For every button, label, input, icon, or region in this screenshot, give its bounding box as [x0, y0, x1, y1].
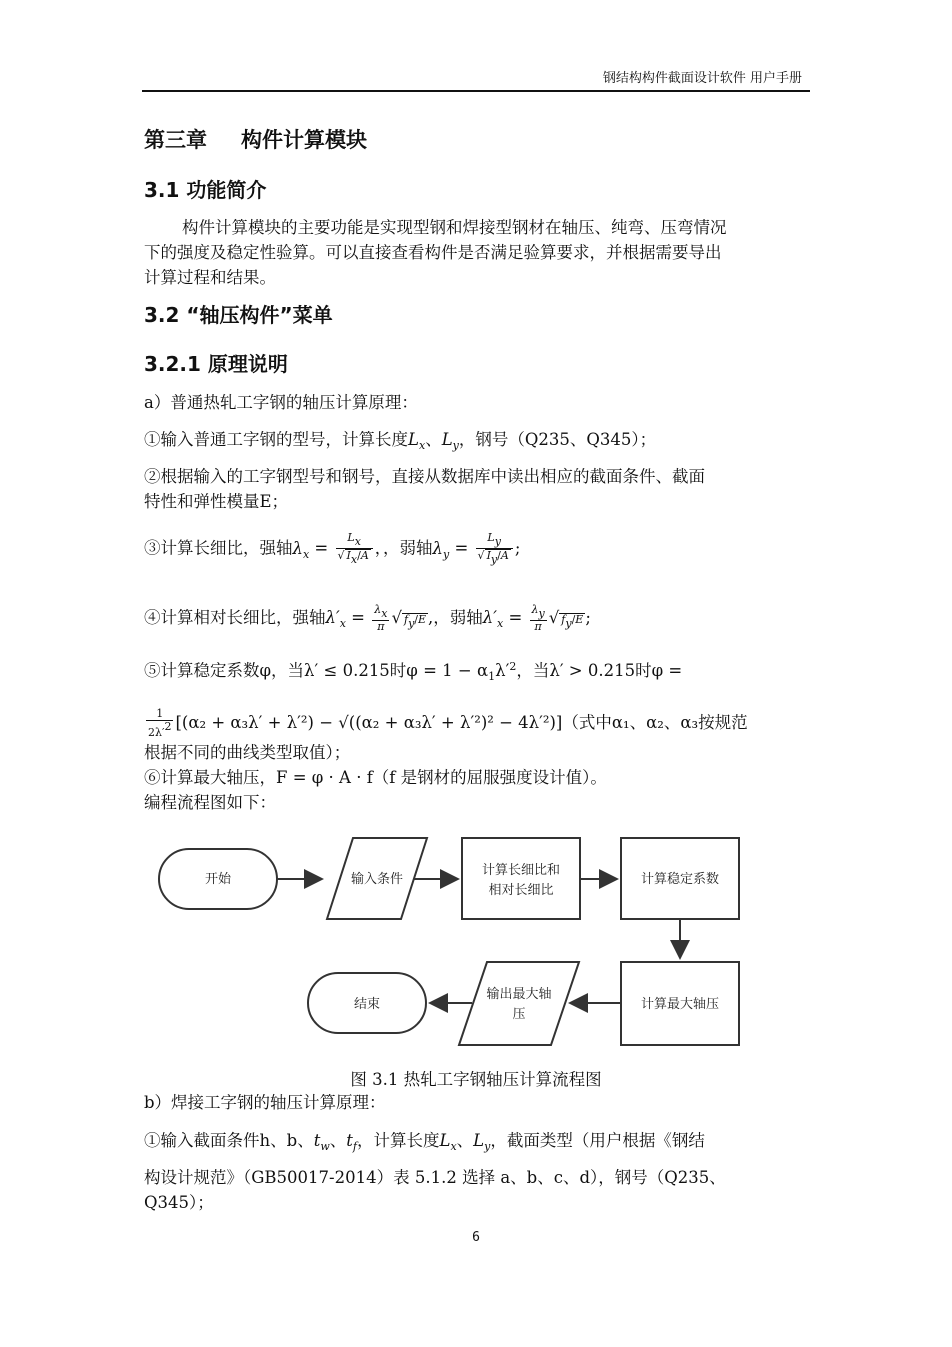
step-5-lambda: λ′: [495, 661, 510, 680]
flowchart-intro: 编程流程图如下：: [144, 793, 276, 812]
flow-slenderness-label-2: 相对长细比: [488, 883, 554, 898]
step-5-text: ⑤计算稳定系数φ，当λ′ ≤ 0.215时φ = 1 − α: [144, 661, 489, 680]
section-3-2-1-title: 3.2.1 原理说明: [144, 352, 288, 376]
paragraph-line: 计算过程和结果。: [144, 268, 276, 287]
flow-output-label-2: 压: [512, 1007, 526, 1022]
step-4-weak: ，弱轴: [433, 608, 483, 627]
step-4: ④计算相对长细比，强轴$\lambda'_x$ = $\frac{\lambda_x}{\pi}$ √ $f_y/E$ ,，弱轴$\lambda'_x$ = $\frac{\lambda_y}{\pi}$ √ $f_y/E$ ;: [144, 603, 591, 633]
part-b-step-1-length: ，计算长度: [356, 1131, 440, 1150]
section-3-1-title: 3.1 功能简介: [144, 178, 267, 202]
flow-input-label: 输入条件: [350, 872, 404, 887]
flow-output-node: [459, 962, 579, 1045]
flow-output-label-1: 输出最大轴: [486, 987, 552, 1002]
flow-stability-label: 计算稳定系数: [640, 872, 720, 887]
step-1-text: ①输入普通工字钢的型号，计算长度: [144, 430, 408, 449]
step-3: ③计算长细比，强轴$\lambda_x$ = $\frac{L_x}{√ I_x/A}$ ，，弱轴$\lambda_y$ = $\frac{L_y}{√ I_y/A}$ ;: [144, 531, 521, 566]
section-3-2-title: 3.2 “轴压构件”菜单: [144, 303, 333, 327]
step-2-line-2: 特性和弹性模量E；: [144, 492, 289, 511]
step-1-tail: ，钢号（Q235、Q345）；: [458, 430, 657, 449]
step-5-line-3: 根据不同的曲线类型取值）；: [144, 743, 351, 762]
chapter-title: 构件计算模块: [241, 128, 367, 152]
step-5-cond: ，当λ′ > 0.215时φ =: [516, 661, 683, 680]
part-b-step-1-tail: ，截面类型（用户根据《钢结: [490, 1131, 705, 1150]
part-b-step-1-line-3: Q345）；: [144, 1193, 214, 1212]
step-4-text: ④计算相对长细比，强轴: [144, 608, 326, 627]
figure-caption: 图 3.1 热轧工字钢轴压计算流程图: [350, 1070, 602, 1089]
step-5-line-1: ⑤计算稳定系数φ，当λ′ ≤ 0.215时$\varphi = 1 - \alpha_1\lambda'^2$，当λ′ > 0.215时φ =: [144, 660, 683, 683]
part-b-step-1-text: ①输入截面条件h、b、: [144, 1131, 314, 1150]
part-b-intro: b）焊接工字钢的轴压计算原理：: [144, 1093, 386, 1112]
step-5-line-2: $\frac{1}{2\lambda'^2}$ [(α₂ + α₃λ′ + λ′²) − √((α₂ + α₃λ′ + λ′²)² − 4λ′²)]（式中α₁、α₂、α₃按规范: [148, 707, 748, 739]
step-1: ①输入普通工字钢的型号，计算长度$L_x$、$L_y$，钢号（Q235、Q345）；: [144, 430, 657, 452]
flow-max-force-label: 计算最大轴压: [640, 997, 720, 1012]
step-5-tail: （式中α₁、α₂、α₃按规范: [562, 713, 748, 732]
part-b-step-1: ①输入截面条件h、b、$t_w$、$t_f$，计算长度$L_x$、$L_y$，截面类型（用户根据《钢结: [144, 1131, 705, 1153]
step-1-sep: 、: [425, 430, 442, 449]
page-number: 6: [472, 1230, 480, 1245]
flow-start-label: 开始: [204, 872, 232, 887]
paragraph-line: 下的强度及稳定性验算。可以直接查看构件是否满足验算要求，并根据需要导出: [144, 243, 722, 262]
step-3-text: ③计算长细比，强轴: [144, 538, 293, 558]
part-b-step-1-line-2: 构设计规范》（GB50017-2014）表 5.1.2 选择 a、b、c、d），钢号（Q235、: [144, 1168, 726, 1187]
step-5-formula: [(α₂ + α₃λ′ + λ′²) − √((α₂ + α₃λ′ + λ′²)² − 4λ′²)]: [175, 713, 563, 732]
chapter-number: 第三章: [144, 128, 207, 152]
flow-end-label: 结束: [353, 997, 381, 1012]
step-2-line-1: ②根据输入的工字钢型号和钢号，直接从数据库中读出相应的截面条件、截面: [144, 467, 705, 486]
step-6: ⑥计算最大轴压，F = φ · A · f（f 是钢材的屈服强度设计值）。: [144, 768, 607, 787]
paragraph-line: 构件计算模块的主要功能是实现型钢和焊接型钢材在轴压、纯弯、压弯情况: [182, 218, 727, 237]
flow-slenderness-node: [462, 838, 580, 919]
header-title: 钢结构构件截面设计软件 用户手册: [602, 71, 802, 86]
flow-slenderness-label-1: 计算长细比和: [481, 863, 561, 878]
part-a-intro: a）普通热轧工字钢的轴压计算原理：: [144, 393, 418, 412]
step-3-weak: ，弱轴: [383, 538, 433, 558]
